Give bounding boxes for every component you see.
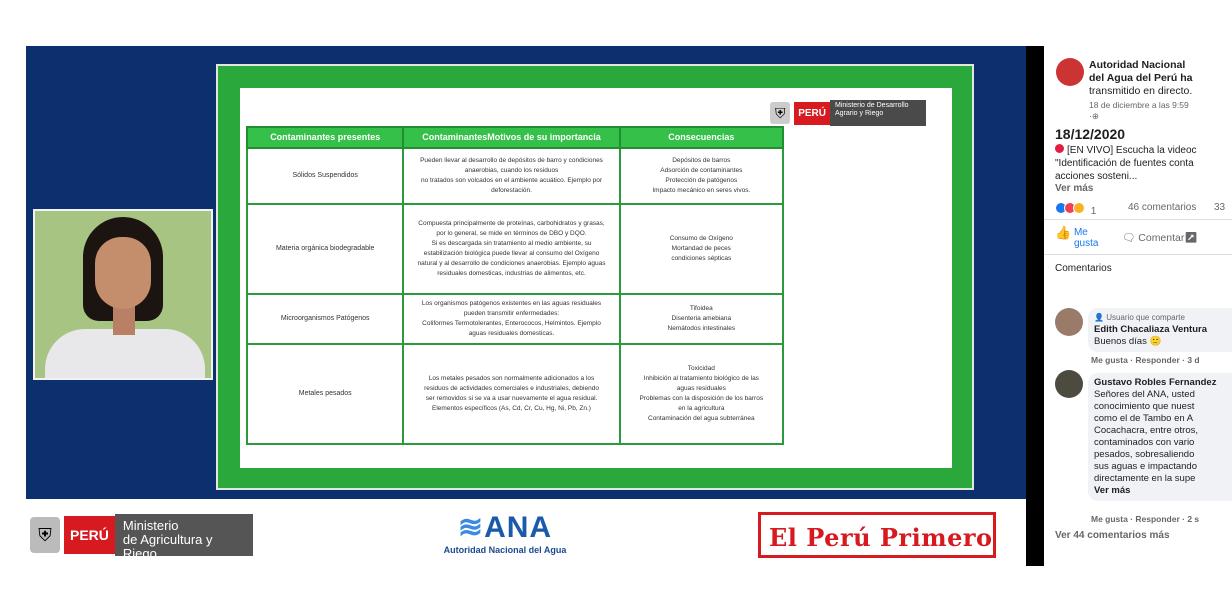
- el-peru-primero-logo: El Perú Primero: [758, 512, 996, 558]
- thumbs-up-icon: 👍: [1055, 225, 1072, 240]
- share-icon: ↗: [1184, 232, 1198, 244]
- ministry-name: Ministerio de Agricultura y Riego: [115, 514, 253, 556]
- post-text: [EN VIVO] Escucha la videoc "Identificación de fuentes conta acciones sosteni...: [1055, 145, 1197, 182]
- contaminant-consecuencias: Toxicidad Inhibición al tratamiento biológico de las aguas residuales Problemas con la disposición de los barros en la agricultura Contaminación del agua subterránea: [620, 344, 783, 444]
- care-reaction-icon: [1073, 202, 1085, 214]
- comment-author[interactable]: Gustavo Robles Fernandez: [1094, 377, 1217, 388]
- header-contaminantes: Contaminantes presentes: [247, 127, 403, 148]
- comment-icon: 🗨: [1122, 232, 1136, 244]
- like-button[interactable]: 👍 Me gusta: [1055, 225, 1099, 249]
- table-row: [247, 294, 783, 344]
- comment-actions[interactable]: Me gusta · Responder · 2 s: [1091, 514, 1200, 524]
- panel-separator: [1026, 46, 1044, 566]
- commenter-avatar[interactable]: [1055, 308, 1083, 336]
- contaminant-consecuencias: Depósitos de barros Adsorción de contaminantes Protección de patógenos Impacto mecánico en seres vivos.: [620, 148, 783, 204]
- comments-heading: Comentarios: [1055, 263, 1112, 274]
- presentation-slide: [216, 64, 974, 490]
- contaminant-motivos: Los metales pesados son normalmente adicionados a los residuos de actividades comerciales e industriales, debiendo ser removidos si se va a usar nuevamente el agua residual. Elementos específicos (As, Cd, Cr, Cu, Hg, Ni, Pb, Zn.): [403, 344, 619, 444]
- post-date-heading: 18/12/2020: [1055, 126, 1126, 142]
- post-timestamp[interactable]: 18 de diciembre a las 9:59: [1089, 100, 1189, 110]
- header-consecuencias: Consecuencias: [620, 127, 783, 148]
- comment-text: Buenos días 🙂: [1094, 336, 1162, 347]
- contaminant-name: Metales pesados: [247, 344, 403, 444]
- contaminants-table: [246, 126, 784, 445]
- ana-logo: ≋ANA Autoridad Nacional del Agua: [440, 510, 570, 555]
- coat-of-arms-icon: ⛨: [30, 517, 60, 553]
- contaminant-motivos: Compuesta principalmente de proteínas, carbohidratos y grasas, por lo general, se mide en términos de DBO y DQO. Si es descargada sin tratamiento al medio ambiente, su estabilización biológica puede llevar al consumo del Oxígeno natural y al desarrollo de condiciones anaerobias. Ejemplo aguas residuales domesticas, industrias de alimentos, etc.: [403, 204, 619, 294]
- privacy-globe-icon: ·⊕: [1089, 111, 1099, 121]
- see-more-link[interactable]: Ver más: [1055, 183, 1094, 194]
- comment-2: Gustavo Robles Fernandez Señores del ANA, usted conocimiento que nuest como el de Tambo en A Cocachacra, entre otros, contaminados con vario pesados, sobresaliendo sus aguas e impactando directamente en la supe Ver más: [1088, 373, 1232, 501]
- table-row: [247, 204, 783, 294]
- reaction-summary[interactable]: 1: [1055, 202, 1096, 217]
- comment-actions[interactable]: Me gusta · Responder · 3 d: [1091, 355, 1200, 365]
- table-row: [247, 344, 783, 444]
- comments-count[interactable]: 46 comentarios: [1128, 202, 1197, 213]
- view-more-comments-link[interactable]: Ver 44 comentarios más: [1055, 530, 1170, 541]
- facebook-post-panel: [1044, 46, 1232, 572]
- comment-1: 👤 Usuario que comparte Edith Chacaliaza Ventura Buenos días 🙂: [1088, 308, 1232, 352]
- see-more-link[interactable]: Ver más: [1094, 485, 1131, 496]
- contaminant-name: Materia orgánica biodegradable: [247, 204, 403, 294]
- presenter-webcam: [33, 209, 213, 380]
- slide-ministry-logo: [770, 100, 926, 126]
- commenter-avatar[interactable]: [1055, 370, 1083, 398]
- page-avatar[interactable]: [1056, 58, 1084, 86]
- user-share-icon: 👤: [1094, 313, 1104, 322]
- slide-content: [240, 88, 952, 468]
- contaminant-consecuencias: Consumo de Oxígeno Mortandad de peces condiciones sépticas: [620, 204, 783, 294]
- comment-button[interactable]: 🗨 Comentar↗: [1122, 232, 1198, 244]
- contaminant-consecuencias: Tifoidea Disenteria amebiana Nemátodos intestinales: [620, 294, 783, 344]
- contaminant-motivos: Pueden llevar al desarrollo de depósitos de barro y condiciones anaerobias, cuando los residuos no tratados son volcados en el ambiente acuático. Ejemplo por deforestación.: [403, 148, 619, 204]
- live-dot-icon: [1055, 144, 1064, 153]
- coat-of-arms-icon: ⛨: [770, 102, 790, 124]
- ministry-agriculture-logo: [30, 514, 253, 561]
- shares-count[interactable]: 33: [1214, 202, 1226, 213]
- ana-wave-icon: ≋: [457, 511, 485, 544]
- ana-subtitle: Autoridad Nacional del Agua: [443, 545, 567, 555]
- ministry-label: Ministerio de Desarrollo Agrario y Riego: [830, 100, 926, 126]
- contaminant-motivos: Los organismos patógenos existentes en las aguas residuales pueden transmitir enfermedades: Coliformes Termotolerantes, Enterococos, Helmintos. Ejemplo aguas residuales domesticas.: [403, 294, 619, 344]
- header-motivos: ContaminantesMotivos de su importancia: [403, 127, 619, 148]
- table-row: [247, 148, 783, 204]
- comment-author[interactable]: Edith Chacaliaza Ventura: [1094, 324, 1207, 335]
- peru-label: PERÚ: [794, 102, 830, 125]
- peru-label: PERÚ: [64, 516, 115, 554]
- contaminant-name: Microorganismos Patógenos: [247, 294, 403, 344]
- post-author[interactable]: Autoridad Nacional del Agua del Perú ha transmitido en directo.: [1089, 59, 1193, 97]
- contaminant-name: Sólidos Suspendidos: [247, 148, 403, 204]
